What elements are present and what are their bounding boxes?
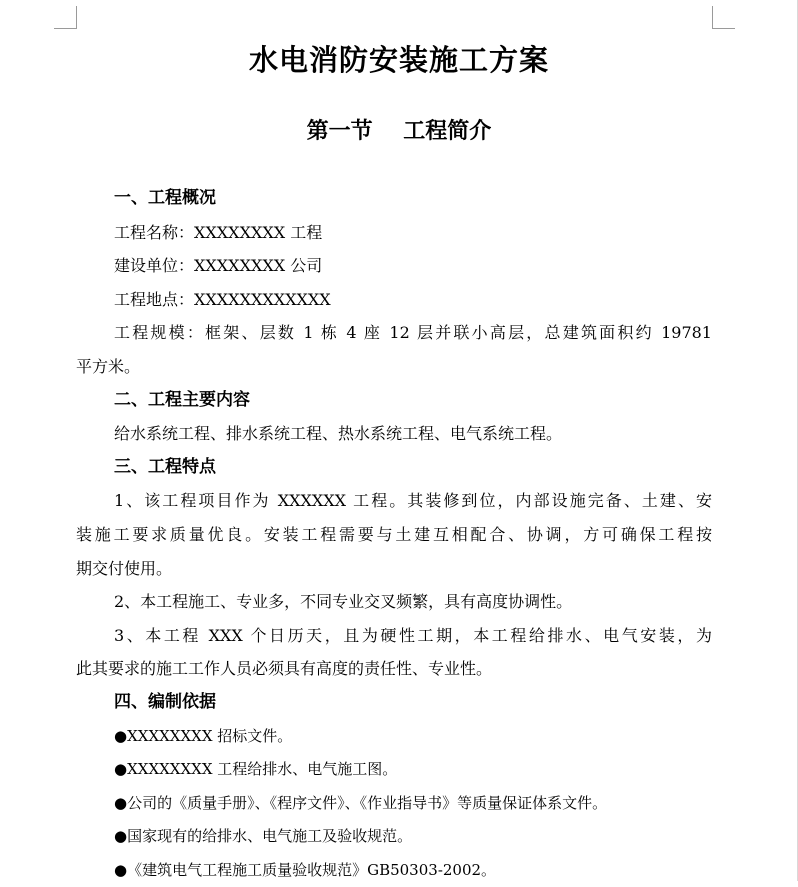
paragraph-line: 平方米。	[76, 356, 141, 376]
section-title: 第一节 工程简介	[306, 118, 492, 144]
bullet-item: ●《建筑电气工程施工质量验收规范》GB50303-2002。	[114, 860, 497, 879]
bullet-item: ●国家现有的给排水、电气施工及验收规范。	[114, 827, 413, 846]
paragraph-line: 建设单位：XXXXXXXX 公司	[114, 256, 323, 276]
paragraph-line: 1、该工程项目作为 XXXXXX 工程。其装修到位，内部设施完备、土建、安	[114, 491, 712, 511]
heading-project-features: 三、工程特点	[114, 456, 216, 477]
paragraph-line: 给水系统工程、排水系统工程、热水系统工程、电气系统工程。	[114, 424, 563, 444]
paragraph-line: 3、本工程 XXX 个日历天，且为硬性工期，本工程给排水、电气安装，为	[114, 625, 712, 645]
bullet-item: ●公司的《质量手册》、《程序文件》、《作业指导书》等质量保证体系文件。	[114, 793, 608, 812]
heading-project-overview: 一、工程概况	[114, 188, 216, 208]
heading-compilation-basis: 四、编制依据	[114, 691, 216, 712]
bullet-item: ●XXXXXXXX 工程给排水、电气施工图。	[114, 760, 398, 779]
paragraph-line: 2、本工程施工、专业多，不同专业交叉频繁，具有高度协调性。	[114, 592, 573, 612]
bullet-item: ●XXXXXXXX 招标文件。	[114, 726, 293, 745]
corner-crop-mark-top-left	[54, 6, 77, 29]
document-title: 水电消防安装施工方案	[248, 43, 549, 77]
paragraph-line: 装施工要求质量优良。安装工程需要与土建互相配合、协调，方可确保工程按	[76, 524, 712, 544]
paragraph-line: 此其要求的施工工作人员必须具有高度的责任性、专业性。	[76, 659, 493, 679]
corner-crop-mark-top-right	[712, 6, 735, 29]
heading-main-content: 二、工程主要内容	[114, 389, 250, 410]
document-body	[76, 182, 712, 887]
paragraph-line: 期交付使用。	[76, 558, 173, 578]
paragraph-line: 工程地点：XXXXXXXXXXXX	[114, 289, 331, 309]
paragraph-line: 工程规模：框架、层数 1 栋 4 座 12 层并联小高层，总建筑面积约 19781	[114, 323, 712, 343]
paragraph-line: 工程名称：XXXXXXXX 工程	[114, 222, 323, 242]
